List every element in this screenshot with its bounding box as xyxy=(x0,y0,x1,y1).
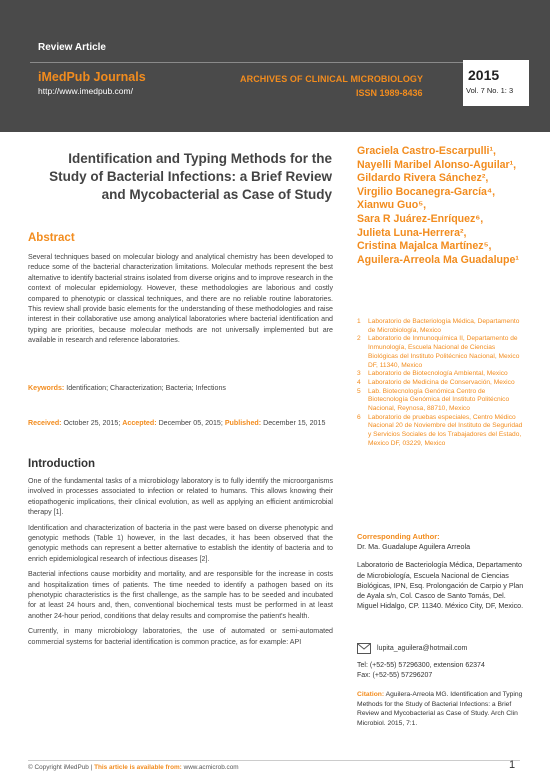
abstract-heading: Abstract xyxy=(28,232,75,244)
affiliation-item: 6 Laboratorio de pruebas especiales, Centro Médico Nacional 20 de Noviembre del Instituto de Seguridad y Servicios Sociales de los Trabajadores del Estado, Mexico DF, 03229, Mexico xyxy=(357,413,523,447)
accepted-date: December 05, 2015; xyxy=(158,419,223,427)
publication-year: 2015 xyxy=(468,67,500,83)
copyright: © Copyright iMedPub xyxy=(28,764,89,771)
affiliation-item: 1 Laboratorio de Bacteriología Médica, Departamento de Microbiología, Mexico xyxy=(357,318,520,334)
citation-text: Aguilera-Arreola MG. Identification and Typing Methods for the Study of Bacterial Infections: a Brief Review and Mycobacterial as Case of Study. Arch Clin Microbiol. 2015, 7:1. xyxy=(357,691,523,727)
footer-divider xyxy=(28,760,520,761)
telephone: Tel: (+52-55) 57296300, extension 62374 xyxy=(357,662,485,669)
introduction-heading: Introduction xyxy=(28,458,96,470)
author-name: Julieta Luna-Herrera², xyxy=(357,226,467,239)
published-label: Published: xyxy=(224,419,262,427)
affiliation-list xyxy=(357,318,527,449)
received-date: October 25, 2015; xyxy=(63,419,121,427)
site-link[interactable]: www.acmicrob.com xyxy=(181,764,239,771)
corresponding-heading: Corresponding Author: xyxy=(357,532,440,541)
article-type: Review Article xyxy=(38,42,106,53)
availability-notice: This article is available from: xyxy=(94,764,182,771)
keywords-label: Keywords: xyxy=(28,384,65,392)
body-paragraph: One of the fundamental tasks of a microbiology laboratory is to fully identify the microorganisms involved in processes associated to infection or related to humans. This allows knowing their etiopathogenic implications, their clinical evolution, as well as applying an efficient antimicrobial therapy [1]. xyxy=(28,477,333,517)
footer: © Copyright iMedPub | This article is available from: www.acmicrob.com xyxy=(28,764,239,771)
author-name: Virgilio Bocanegra-García⁴, xyxy=(357,185,496,198)
author-name: Aguilera-Arreola Ma Guadalupe¹ xyxy=(357,253,519,266)
fax: Fax: (+52-55) 57296207 xyxy=(357,672,433,679)
contact-info xyxy=(357,661,527,681)
citation xyxy=(357,690,527,728)
corresponding-author xyxy=(357,532,527,611)
author-name: Sara R Juárez-Enríquez⁶, xyxy=(357,212,484,225)
abstract-paragraph: Several techniques based on molecular biology and analytical chemistry has been developed to reduce some of the bacterial characterization limitations. Molecular methods represent the best alternative to identify bacterial strains isolated from diverse origins and to improve research in the context of molecular epidemiology. However, these methodologies are laborious and costly compared to phenotypic or classical techniques, and there are no reliable routine laboratories. This review shall provide basic elements for the understanding of these methodologies and raise interest in their collaborative use among analytical laboratories where bacterial identification and typing are priorities, because molecular methods are not universally implemented but are available in research and reference laboratories. xyxy=(28,253,333,345)
body-paragraph: Identification and characterization of bacteria in the past were based on diverse phenotypic and genotypic methods (Table 1) however, in the last decades, it has been observed that the genotypic methods can represent a better alternative to establish the identity of bacteria and to enrich epidemiological research of infectious diseases [2]. xyxy=(28,523,333,563)
corresponding-address: Laboratorio de Bacteriología Médica, Departamento de Microbiología, Escuela Nacional de Ciencias Biológicas, IPN, Esq. Prolongación de Carpio y Plan de Ayala s/n, Col. Casco de Santo Tomás, Del. Miguel Hidalgo, CP. 11340. México City, DF, Mexico. xyxy=(357,560,524,611)
header-divider xyxy=(30,62,520,63)
author-name: Nayelli Maribel Alonso-Aguilar¹, xyxy=(357,158,517,171)
keywords xyxy=(28,383,333,393)
citation-label: Citation: xyxy=(357,691,385,698)
envelope-icon xyxy=(357,643,371,654)
journal-issn: ISSN 1989-8436 xyxy=(356,88,423,98)
affiliation-item: 2 Laboratorio de Inmunoquímica II, Departamento de Inmunología, Escuela Nacional de Ciencias Biológicas del Instituto Politécnico Nacional, Mexico DF, 11340, Mexico xyxy=(357,335,520,369)
email-link[interactable]: lupita_aguilera@hotmail.com xyxy=(377,645,468,652)
page-number: 1 xyxy=(509,759,516,771)
body-paragraph: Currently, in many microbiology laboratories, the use of automated or semi-automated commercial systems for bacterial identification is common practice, as for example: API xyxy=(28,627,333,646)
published-date: December 15, 2015 xyxy=(263,419,326,427)
article-dates xyxy=(28,418,333,428)
author-name: Cristina Majalca Martínez⁵, xyxy=(357,240,492,253)
abstract-text xyxy=(28,252,333,351)
body-paragraph: Bacterial infections cause morbidity and mortality, and are responsible for the increase in costs and hospitalization times of patients. The time needed to identify a pathogen based on its phenotypic characteristics is the first challenge, as the sample has to be seeded and incubated for at least 24 hours and, then, conventional biochemical tests must be performed in at least another 24-hour period, conditions that delay results and compromise the patient's health. xyxy=(28,570,333,620)
affiliation-item: 3 Laboratorio de Biotecnología Ambiental, Mexico xyxy=(357,370,508,378)
email-row xyxy=(357,643,467,654)
journal-name: ARCHIVES OF CLINICAL MICROBIOLOGY xyxy=(240,74,424,84)
publisher-brand: iMedPub Journals xyxy=(38,70,146,84)
publisher-url[interactable]: http://www.imedpub.com/ xyxy=(38,86,133,96)
article-title: Identification and Typing Methods for the Study of Bacterial Infections: a Brief Review and Mycobacterial as Case of Study xyxy=(49,151,332,202)
affiliation-item: 5 Lab. Biotecnología Genómica Centro de Biotecnología Genómica del Instituto Politécnico Nacional, Reynosa, 88710, Mexico xyxy=(357,387,510,413)
author-name: Gildardo Rivera Sánchez², xyxy=(357,172,489,185)
author-name: Graciela Castro-Escarpulli¹, xyxy=(357,145,496,157)
accepted-label: Accepted: xyxy=(122,419,157,427)
affiliation-item: 4 Laboratorio de Medicina de Conservación, Mexico xyxy=(357,378,515,386)
corresponding-name: Dr. Ma. Guadalupe Aguilera Arreola xyxy=(357,542,471,552)
introduction-text xyxy=(28,476,333,652)
author-name: Xianwu Guo⁵, xyxy=(357,199,427,212)
volume-info: Vol. 7 No. 1: 3 xyxy=(466,86,514,95)
keywords-value: Identification; Characterization; Bacteria; Infections xyxy=(66,384,226,392)
author-list xyxy=(357,145,527,267)
received-label: Received: xyxy=(28,419,62,427)
